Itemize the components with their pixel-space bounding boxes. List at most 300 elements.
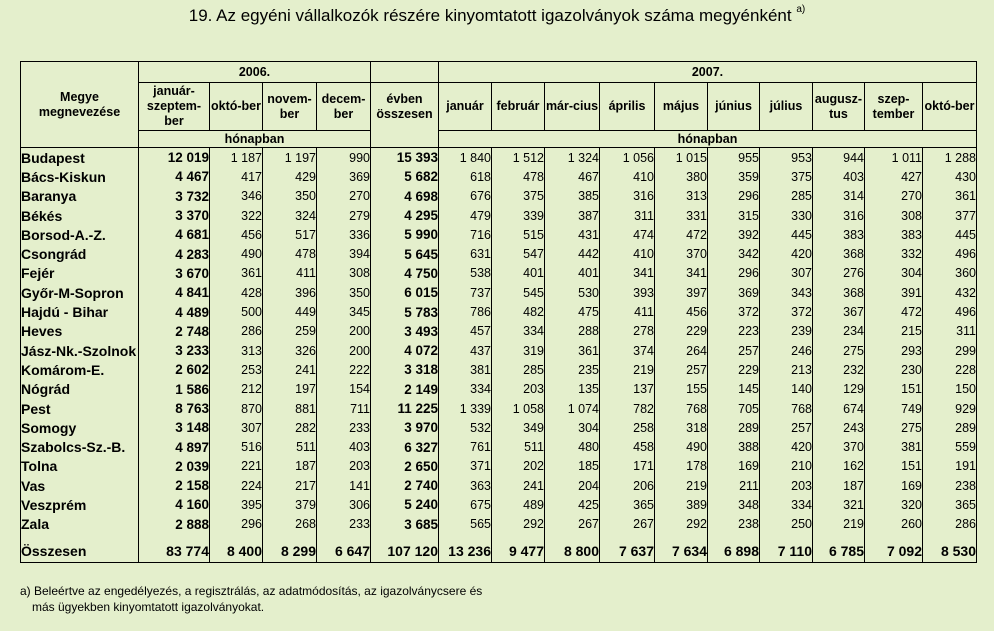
cell-value: 4 160 <box>139 495 210 514</box>
cell-value: 288 <box>545 322 600 341</box>
cell-value: 229 <box>655 322 708 341</box>
cell-value: 324 <box>263 206 317 225</box>
cell-value: 445 <box>923 225 977 244</box>
cell-value: 489 <box>492 495 545 514</box>
county-column-header: Megye megnevezése <box>21 62 139 148</box>
cell-value: 308 <box>317 264 371 283</box>
cell-value: 511 <box>263 437 317 456</box>
table-row <box>21 495 977 514</box>
year-2006-header: 2006. <box>139 62 371 83</box>
cell-value: 326 <box>263 341 317 360</box>
cell-value: 367 <box>813 302 865 321</box>
cell-value: 370 <box>813 437 865 456</box>
cell-value: 191 <box>923 457 977 476</box>
cell-value: 276 <box>813 264 865 283</box>
cell-value: 1 011 <box>865 148 923 168</box>
cell-value: 442 <box>545 244 600 263</box>
cell-value: 515 <box>492 225 545 244</box>
cell-value: 239 <box>760 322 813 341</box>
cell-value: 311 <box>923 322 977 341</box>
month-header-2007-2: már-cius <box>545 83 600 131</box>
table-row <box>21 302 977 321</box>
county-name: Szabolcs-Sz.-B. <box>21 437 139 456</box>
cell-value: 213 <box>760 360 813 379</box>
cell-value: 140 <box>760 380 813 399</box>
cell-value: 316 <box>600 187 655 206</box>
cell-value: 953 <box>760 148 813 168</box>
cell-value: 210 <box>760 457 813 476</box>
cell-value: 381 <box>439 360 492 379</box>
cell-value: 331 <box>655 206 708 225</box>
cell-value: 330 <box>760 206 813 225</box>
cell-value: 530 <box>545 283 600 302</box>
cell-value: 6 015 <box>371 283 439 302</box>
cell-value: 304 <box>545 418 600 437</box>
cell-value: 1 288 <box>923 148 977 168</box>
cell-value: 674 <box>813 399 865 418</box>
cell-value: 219 <box>655 476 708 495</box>
cell-value: 4 698 <box>371 187 439 206</box>
cell-value: 341 <box>600 264 655 283</box>
cell-value: 467 <box>545 167 600 186</box>
county-name: Vas <box>21 476 139 495</box>
table-row <box>21 322 977 341</box>
cell-value: 322 <box>210 206 263 225</box>
month-header-2006-1: októ-ber <box>210 83 263 131</box>
cell-value: 1 339 <box>439 399 492 418</box>
county-name: Nógrád <box>21 380 139 399</box>
cell-value: 150 <box>923 380 977 399</box>
cell-value: 410 <box>600 167 655 186</box>
cell-value: 457 <box>439 322 492 341</box>
cell-value: 235 <box>545 360 600 379</box>
county-name: Heves <box>21 322 139 341</box>
cell-value: 8 299 <box>263 540 317 563</box>
cell-value: 7 092 <box>865 540 923 563</box>
cell-value: 361 <box>545 341 600 360</box>
month-header-2006-0: január-szeptem-ber <box>139 83 210 131</box>
cell-value: 782 <box>600 399 655 418</box>
cell-value: 428 <box>210 283 263 302</box>
cell-value: 4 750 <box>371 264 439 283</box>
table-row <box>21 206 977 225</box>
title-footnote-marker: a) <box>796 4 806 15</box>
cell-value: 786 <box>439 302 492 321</box>
table-row <box>21 225 977 244</box>
cell-value: 257 <box>760 418 813 437</box>
cell-value: 870 <box>210 399 263 418</box>
cell-value: 496 <box>923 244 977 263</box>
cell-value: 343 <box>760 283 813 302</box>
cell-value: 429 <box>263 167 317 186</box>
cell-value: 8 763 <box>139 399 210 418</box>
cell-value: 129 <box>813 380 865 399</box>
cell-value: 479 <box>439 206 492 225</box>
cell-value: 4 841 <box>139 283 210 302</box>
cell-value: 396 <box>263 283 317 302</box>
cell-value: 374 <box>600 341 655 360</box>
cell-value: 1 586 <box>139 380 210 399</box>
cell-value: 151 <box>865 380 923 399</box>
cell-value: 427 <box>865 167 923 186</box>
cell-value: 360 <box>923 264 977 283</box>
cell-value: 394 <box>317 244 371 263</box>
cell-value: 169 <box>865 476 923 495</box>
cell-value: 437 <box>439 341 492 360</box>
cell-value: 293 <box>865 341 923 360</box>
cell-value: 332 <box>865 244 923 263</box>
cell-value: 282 <box>263 418 317 437</box>
month-header-2007-7: augusz-tus <box>813 83 865 131</box>
cell-value: 2 888 <box>139 515 210 534</box>
cell-value: 445 <box>760 225 813 244</box>
cell-value: 5 682 <box>371 167 439 186</box>
cell-value: 3 493 <box>371 322 439 341</box>
cell-value: 203 <box>317 457 371 476</box>
cell-value: 490 <box>655 437 708 456</box>
cell-value: 203 <box>760 476 813 495</box>
county-name: Hajdú - Bihar <box>21 302 139 321</box>
cell-value: 289 <box>923 418 977 437</box>
cell-value: 233 <box>317 418 371 437</box>
cell-value: 1 197 <box>263 148 317 168</box>
table-row <box>21 457 977 476</box>
cell-value: 372 <box>708 302 760 321</box>
table-row <box>21 476 977 495</box>
cell-value: 711 <box>317 399 371 418</box>
cell-value: 299 <box>923 341 977 360</box>
cell-value: 311 <box>600 206 655 225</box>
cell-value: 13 236 <box>439 540 492 563</box>
cell-value: 458 <box>600 437 655 456</box>
cell-value: 215 <box>865 322 923 341</box>
cell-value: 223 <box>708 322 760 341</box>
cell-value: 321 <box>813 495 865 514</box>
county-name: Bács-Kiskun <box>21 167 139 186</box>
table-title <box>0 6 994 26</box>
cell-value: 3 670 <box>139 264 210 283</box>
cell-value: 383 <box>813 225 865 244</box>
cell-value: 334 <box>439 380 492 399</box>
cell-value: 372 <box>760 302 813 321</box>
cell-value: 737 <box>439 283 492 302</box>
cell-value: 420 <box>760 437 813 456</box>
cell-value: 1 512 <box>492 148 545 168</box>
cell-value: 350 <box>317 283 371 302</box>
cell-value: 420 <box>760 244 813 263</box>
cell-value: 296 <box>708 264 760 283</box>
cell-value: 349 <box>492 418 545 437</box>
table-row <box>21 515 977 534</box>
cell-value: 154 <box>317 380 371 399</box>
cell-value: 411 <box>600 302 655 321</box>
cell-value: 313 <box>655 187 708 206</box>
year-2007-header: 2007. <box>439 62 977 83</box>
cell-value: 3 732 <box>139 187 210 206</box>
cell-value: 478 <box>492 167 545 186</box>
month-header-2007-4: május <box>655 83 708 131</box>
cell-value: 365 <box>923 495 977 514</box>
cell-value: 929 <box>923 399 977 418</box>
cell-value: 749 <box>865 399 923 418</box>
cell-value: 369 <box>317 167 371 186</box>
cell-value: 289 <box>708 418 760 437</box>
county-name: Csongrád <box>21 244 139 263</box>
cell-value: 369 <box>708 283 760 302</box>
cell-value: 202 <box>492 457 545 476</box>
cell-value: 1 074 <box>545 399 600 418</box>
cell-value: 472 <box>865 302 923 321</box>
cell-value: 169 <box>708 457 760 476</box>
cell-value: 2 602 <box>139 360 210 379</box>
cell-value: 278 <box>600 322 655 341</box>
cell-value: 6 327 <box>371 437 439 456</box>
cell-value: 2 650 <box>371 457 439 476</box>
table-row <box>21 399 977 418</box>
county-name: Komárom-E. <box>21 360 139 379</box>
cell-value: 456 <box>210 225 263 244</box>
cell-value: 155 <box>655 380 708 399</box>
cell-value: 230 <box>865 360 923 379</box>
table-row <box>21 264 977 283</box>
cell-value: 425 <box>545 495 600 514</box>
cell-value: 3 148 <box>139 418 210 437</box>
cell-value: 206 <box>600 476 655 495</box>
cell-value: 478 <box>263 244 317 263</box>
total-row <box>21 540 977 563</box>
cell-value: 516 <box>210 437 263 456</box>
cell-value: 4 283 <box>139 244 210 263</box>
cell-value: 238 <box>708 515 760 534</box>
cell-value: 383 <box>865 225 923 244</box>
county-name: Fejér <box>21 264 139 283</box>
cell-value: 1 056 <box>600 148 655 168</box>
cell-value: 401 <box>492 264 545 283</box>
cell-value: 313 <box>210 341 263 360</box>
cell-value: 268 <box>263 515 317 534</box>
cell-value: 296 <box>210 515 263 534</box>
cell-value: 228 <box>923 360 977 379</box>
unit-2006-header: hónapban <box>139 131 371 148</box>
cell-value: 9 477 <box>492 540 545 563</box>
cell-value: 370 <box>655 244 708 263</box>
cell-value: 2 039 <box>139 457 210 476</box>
cell-value: 315 <box>708 206 760 225</box>
title-text: 19. Az egyéni vállalkozók részére kinyomtatott igazolványok száma megyénként <box>188 6 792 25</box>
cell-value: 4 681 <box>139 225 210 244</box>
cell-value: 496 <box>923 302 977 321</box>
cell-value: 200 <box>317 341 371 360</box>
table-row <box>21 148 977 168</box>
cell-value: 314 <box>813 187 865 206</box>
cell-value: 3 685 <box>371 515 439 534</box>
cell-value: 178 <box>655 457 708 476</box>
cell-value: 4 467 <box>139 167 210 186</box>
month-header-2007-9: októ-ber <box>923 83 977 131</box>
cell-value: 296 <box>708 187 760 206</box>
county-name: Összesen <box>21 540 139 563</box>
cell-value: 391 <box>865 283 923 302</box>
month-header-2007-8: szep-tember <box>865 83 923 131</box>
cell-value: 675 <box>439 495 492 514</box>
cell-value: 200 <box>317 322 371 341</box>
cell-value: 881 <box>263 399 317 418</box>
cell-value: 377 <box>923 206 977 225</box>
cell-value: 250 <box>760 515 813 534</box>
cell-value: 363 <box>439 476 492 495</box>
footnote-line-1: a) Beleértve az engedélyezés, a regisztrálás, az adatmódosítás, az igazolványcsere és <box>20 584 483 598</box>
cell-value: 2 740 <box>371 476 439 495</box>
cell-value: 768 <box>760 399 813 418</box>
cell-value: 1 058 <box>492 399 545 418</box>
cell-value: 361 <box>210 264 263 283</box>
cell-value: 3 370 <box>139 206 210 225</box>
cell-value: 212 <box>210 380 263 399</box>
cell-value: 532 <box>439 418 492 437</box>
cell-value: 285 <box>760 187 813 206</box>
cell-value: 474 <box>600 225 655 244</box>
cell-value: 292 <box>492 515 545 534</box>
cell-value: 267 <box>545 515 600 534</box>
table-row <box>21 437 977 456</box>
cell-value: 1 187 <box>210 148 263 168</box>
cell-value: 517 <box>263 225 317 244</box>
cell-value: 336 <box>317 225 371 244</box>
county-name: Jász-Nk.-Szolnok <box>21 341 139 360</box>
cell-value: 430 <box>923 167 977 186</box>
cell-value: 275 <box>813 341 865 360</box>
cell-value: 3 318 <box>371 360 439 379</box>
cell-value: 768 <box>655 399 708 418</box>
cell-value: 388 <box>708 437 760 456</box>
cell-value: 241 <box>263 360 317 379</box>
cell-value: 411 <box>263 264 317 283</box>
county-name: Győr-M-Sopron <box>21 283 139 302</box>
cell-value: 83 774 <box>139 540 210 563</box>
cell-value: 380 <box>655 167 708 186</box>
cell-value: 5 645 <box>371 244 439 263</box>
month-header-2007-6: július <box>760 83 813 131</box>
footnote-line-2: más ügyekben kinyomtatott igazolványokat. <box>32 600 265 614</box>
cell-value: 257 <box>708 341 760 360</box>
cell-value: 350 <box>263 187 317 206</box>
cell-value: 4 897 <box>139 437 210 456</box>
cell-value: 348 <box>708 495 760 514</box>
cell-value: 8 800 <box>545 540 600 563</box>
cell-value: 204 <box>545 476 600 495</box>
cell-value: 403 <box>317 437 371 456</box>
cell-value: 307 <box>760 264 813 283</box>
cell-value: 221 <box>210 457 263 476</box>
cell-value: 187 <box>263 457 317 476</box>
cell-value: 197 <box>263 380 317 399</box>
cell-value: 187 <box>813 476 865 495</box>
cell-value: 345 <box>317 302 371 321</box>
cell-value: 381 <box>865 437 923 456</box>
cell-value: 379 <box>263 495 317 514</box>
cell-value: 480 <box>545 437 600 456</box>
cell-value: 417 <box>210 167 263 186</box>
cell-value: 151 <box>865 457 923 476</box>
cell-value: 955 <box>708 148 760 168</box>
month-header-2007-1: február <box>492 83 545 131</box>
county-name: Budapest <box>21 148 139 168</box>
month-header-2007-5: június <box>708 83 760 131</box>
cell-value: 4 489 <box>139 302 210 321</box>
cell-value: 4 072 <box>371 341 439 360</box>
cell-value: 286 <box>210 322 263 341</box>
cell-value: 618 <box>439 167 492 186</box>
cell-value: 253 <box>210 360 263 379</box>
county-name: Békés <box>21 206 139 225</box>
table-row <box>21 283 977 302</box>
cell-value: 431 <box>545 225 600 244</box>
cell-value: 12 019 <box>139 148 210 168</box>
footnote <box>20 583 482 615</box>
cell-value: 361 <box>923 187 977 206</box>
cell-value: 270 <box>317 187 371 206</box>
cell-value: 171 <box>600 457 655 476</box>
cell-value: 449 <box>263 302 317 321</box>
cell-value: 258 <box>600 418 655 437</box>
cell-value: 217 <box>263 476 317 495</box>
cell-value: 3 970 <box>371 418 439 437</box>
cell-value: 316 <box>813 206 865 225</box>
cell-value: 371 <box>439 457 492 476</box>
cell-value: 224 <box>210 476 263 495</box>
cell-value: 292 <box>655 515 708 534</box>
cell-value: 260 <box>865 515 923 534</box>
cell-value: 334 <box>492 322 545 341</box>
cell-value: 5 783 <box>371 302 439 321</box>
cell-value: 547 <box>492 244 545 263</box>
cell-value: 135 <box>545 380 600 399</box>
cell-value: 270 <box>865 187 923 206</box>
table-row <box>21 418 977 437</box>
cell-value: 368 <box>813 244 865 263</box>
cell-value: 279 <box>317 206 371 225</box>
cell-value: 1 015 <box>655 148 708 168</box>
cell-value: 334 <box>760 495 813 514</box>
cell-value: 243 <box>813 418 865 437</box>
cell-value: 1 324 <box>545 148 600 168</box>
cell-value: 705 <box>708 399 760 418</box>
cell-value: 203 <box>492 380 545 399</box>
cell-value: 990 <box>317 148 371 168</box>
table-row <box>21 167 977 186</box>
cell-value: 490 <box>210 244 263 263</box>
cell-value: 342 <box>708 244 760 263</box>
cell-value: 257 <box>655 360 708 379</box>
cell-value: 267 <box>600 515 655 534</box>
cell-value: 7 634 <box>655 540 708 563</box>
cell-value: 6 898 <box>708 540 760 563</box>
cell-value: 6 785 <box>813 540 865 563</box>
cell-value: 238 <box>923 476 977 495</box>
cell-value: 320 <box>865 495 923 514</box>
cell-value: 286 <box>923 515 977 534</box>
cell-value: 318 <box>655 418 708 437</box>
cell-value: 211 <box>708 476 760 495</box>
cell-value: 375 <box>760 167 813 186</box>
cell-value: 2 149 <box>371 380 439 399</box>
cell-value: 6 647 <box>317 540 371 563</box>
county-name: Pest <box>21 399 139 418</box>
cell-value: 107 120 <box>371 540 439 563</box>
cell-value: 393 <box>600 283 655 302</box>
cell-value: 403 <box>813 167 865 186</box>
cell-value: 401 <box>545 264 600 283</box>
